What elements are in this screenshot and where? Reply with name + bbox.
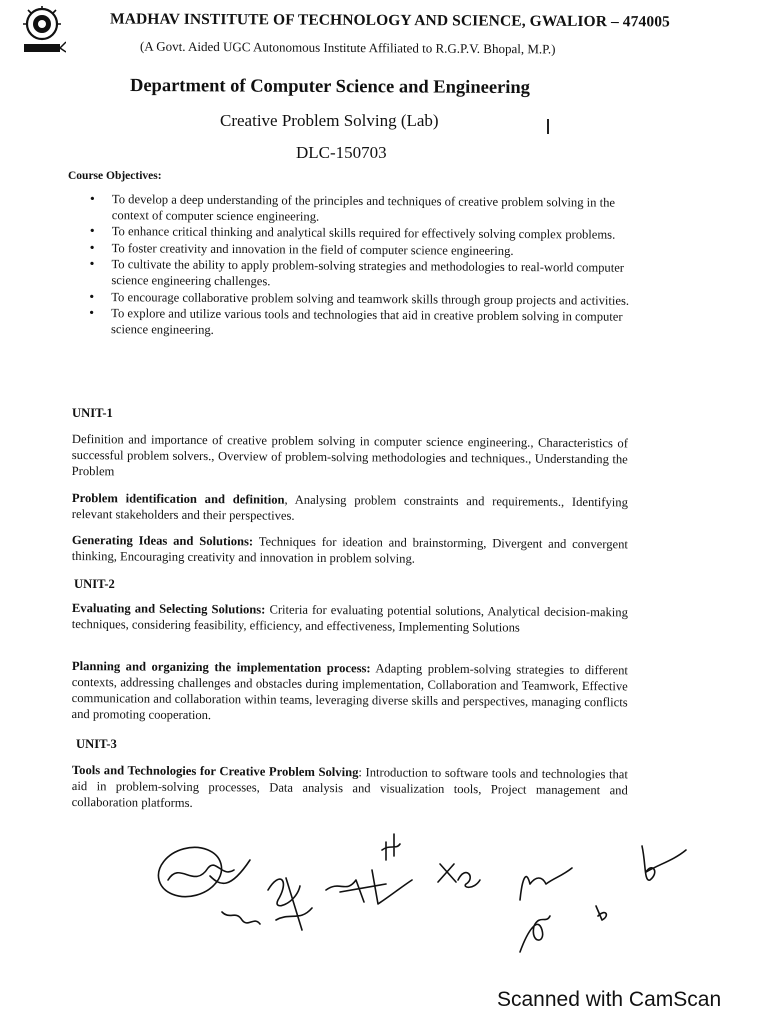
signature-3 [326, 834, 412, 904]
unit-2-paragraph-1-text: Criteria for evaluating potential solutions, Analytical decision-making techniques, considering feasibility, efficiency, and effectiveness, Implementing Solutions [71, 602, 628, 635]
unit-2-heading: UNIT-2 [74, 577, 115, 591]
objective-item: • To encourage collaborative problem solving and teamwork skills through group projects and activities. [89, 290, 629, 309]
signature-2 [268, 878, 312, 930]
unit-2-paragraph-2 [71, 658, 627, 726]
signature-1 [153, 841, 260, 924]
unit-1-paragraph-3 [72, 532, 628, 568]
signature-7 [642, 846, 686, 880]
unit-1-heading: UNIT-1 [72, 406, 113, 420]
objectives-list [89, 192, 630, 342]
signatures [150, 820, 710, 960]
unit-1-paragraph-3-text: Techniques for ideation and brainstorming, Divergent and convergent thinking, Encouraging creativity and innovation in problem solving. [71, 534, 628, 566]
department-title: Department of Computer Science and Engineering [129, 75, 531, 99]
unit-1-paragraph-2-title: Problem identification and definition [71, 490, 285, 507]
institute-logo-icon [22, 6, 66, 56]
objective-item: • To enhance critical thinking and analytical skills required for effectively solving complex problems. [90, 224, 630, 243]
unit-1-paragraph-1 [72, 431, 628, 483]
unit-2-paragraph-1 [72, 600, 628, 636]
unit-1-paragraph-2 [72, 490, 628, 526]
objective-item: • To explore and utilize various tools and technologies that aid in creative problem solving in computer science engineering. [89, 306, 629, 341]
unit-3-paragraph-1-title: Tools and Technologies for Creative Problem Solving [71, 762, 359, 780]
unit-2-paragraph-2-text: Adapting problem-solving strategies to different contexts, addressing challenges and obstacles during implementation, Collaboration and Teamwork, Effective communication and collaboration within teams, leveraging diverse skills and perspectives, managing conflicts and promoting cooperation. [71, 661, 628, 723]
unit-1-paragraph-1-text: Definition and importance of creative problem solving in computer science engineering., Characteristics of successful problem solvers., Overview of problem-solving methodologies and techniques., Understanding the Problem [71, 431, 628, 479]
pen-mark [547, 119, 549, 134]
institute-affiliation: (A Govt. Aided UGC Autonomous Institute Affiliated to R.G.P.V. Bhopal, M.P.) [139, 38, 556, 57]
scanner-watermark: Scanned with CamScan [497, 988, 722, 1011]
objective-item: • To develop a deep understanding of the principles and techniques of creative problem solving in the context of computer science engineering. [90, 192, 630, 227]
unit-1-paragraph-3-title: Generating Ideas and Solutions: [71, 532, 254, 549]
unit-2-paragraph-1-title: Evaluating and Selecting Solutions: [71, 600, 266, 617]
unit-2-paragraph-2-title: Planning and organizing the implementation process: [71, 658, 371, 676]
course-title: Creative Problem Solving (Lab) [220, 111, 439, 130]
unit-3-heading: UNIT-3 [76, 737, 117, 751]
unit-3-paragraph-1-text: : Introduction to software tools and technologies that aid in problem-solving processes, Data analysis and visualization tools, Project management and collaboration platforms. [71, 765, 628, 810]
objectives-heading: Course Objectives: [68, 170, 162, 182]
objective-item: • To cultivate the ability to apply problem-solving strategies and methodologies to real-world computer science engineering challenges. [89, 257, 629, 292]
signature-4 [438, 864, 480, 887]
unit-1-paragraph-2-text: , Analysing problem constraints and requirements., Identifying relevant stakeholders and their perspectives. [71, 492, 628, 523]
course-code: DLC-150703 [296, 143, 387, 162]
institute-name: MADHAV INSTITUTE OF TECHNOLOGY AND SCIENCE, GWALIOR – 474005 [109, 10, 670, 31]
unit-3-paragraph-1 [72, 762, 628, 814]
signature-6 [520, 906, 606, 952]
objective-item: • To foster creativity and innovation in the field of computer science engineering. [90, 241, 630, 260]
signature-5 [520, 868, 572, 900]
